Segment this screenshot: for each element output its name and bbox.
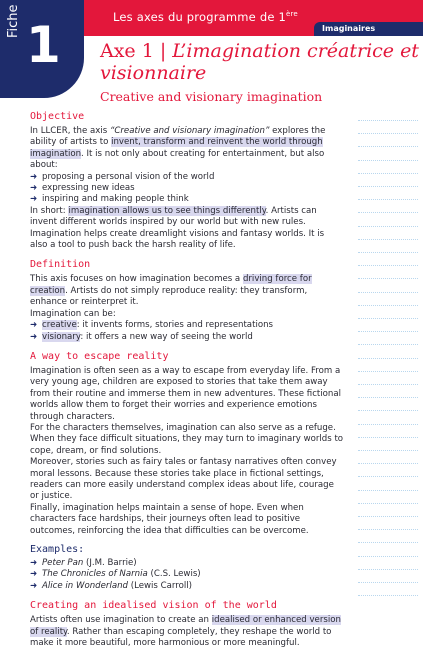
note-line [358, 569, 418, 570]
definition-heading: Definition [30, 259, 91, 271]
note-line [358, 424, 418, 425]
note-line [358, 331, 418, 332]
note-line [358, 529, 418, 530]
note-line [358, 450, 418, 451]
fiche-number: 1 [26, 16, 61, 74]
arrow-right-icon: ➜ [30, 183, 38, 194]
example-item: ➜ Peter Pan (J.M. Barrie) [30, 558, 137, 568]
note-line [358, 490, 418, 491]
note-line [358, 120, 418, 121]
note-line [358, 199, 418, 200]
note-line [358, 384, 418, 385]
note-line [358, 278, 418, 279]
note-line [358, 133, 418, 134]
page-title: Axe 1 | L’imagination créatrice et visionnaire [100, 40, 419, 84]
fiche-label: Fiche [6, 4, 21, 38]
list-item: ➜ inspiring and making people think [30, 194, 189, 205]
idealised-text: Artists often use imagination to create an idealised or enhanced version of reality. Rather than escaping completely, they reshape the world to make it more beautiful, more harmonious or more meaningful. [30, 615, 341, 649]
note-line [358, 542, 418, 543]
list-item: ➜ visionary: it offers a new way of seeing the world [30, 331, 253, 342]
note-line [358, 186, 418, 187]
objective-heading: Objective [30, 111, 85, 122]
definition-lead: Imagination can be: [30, 308, 116, 319]
example-item: ➜ The Chronicles of Narnia (C.S. Lewis) [30, 569, 201, 580]
paragraph: Finally, imagination helps maintain a sense of hope. Even when characters face hardships, their journeys often lead to positive outcomes, reinforcing the idea that difficulties can be overcome. [30, 502, 309, 536]
note-line [358, 503, 418, 504]
note-line [358, 476, 418, 477]
arrow-right-icon: ➜ [30, 320, 38, 331]
note-line [358, 397, 418, 398]
note-line [358, 239, 418, 240]
paragraph: Imagination is often seen as a way to escape from everyday life. From a very young age, children are exposed to stories that take them away from their routine and immerse them in new adventures. These fictional worlds allow them to forget their worries and experience emotions through characters. [30, 365, 342, 422]
note-line [358, 146, 418, 147]
note-line [358, 516, 418, 517]
note-line [358, 265, 418, 266]
arrow-right-icon: ➜ [30, 580, 38, 591]
definition-text: This axis focuses on how imagination becomes a driving force for creation. Artists do not simply reproduce reality: they transform, enhance or reinterpret it. [30, 274, 312, 308]
note-line [358, 160, 418, 161]
list-item: ➜ proposing a personal vision of the world [30, 171, 215, 182]
program-title: Les axes du programme de 1ère [113, 10, 298, 24]
arrow-right-icon: ➜ [30, 171, 38, 182]
idealised-heading: Creating an idealised vision of the world [30, 600, 277, 612]
escape-heading: A way to escape reality [30, 350, 169, 362]
page-subtitle: Creative and visionary imagination [100, 89, 323, 104]
note-line [358, 212, 418, 213]
note-line [358, 318, 418, 319]
arrow-right-icon: ➜ [30, 558, 38, 568]
note-line [358, 437, 418, 438]
fiche-badge [0, 0, 84, 98]
theme-tab [314, 22, 423, 36]
note-line [358, 595, 418, 596]
note-line [358, 556, 418, 557]
note-line [358, 371, 418, 372]
arrow-right-icon: ➜ [30, 569, 38, 580]
note-line [358, 292, 418, 293]
arrow-right-icon: ➜ [30, 331, 38, 342]
note-line [358, 173, 418, 174]
note-line [358, 410, 418, 411]
objective-summary: In short: imagination allows us to see things differently. Artists can invent different worlds inspired by our world but with new rules. Imagination helps create dreamlight visions and fantasy worlds. It is also a tool to push back the harsh reality of life. [30, 205, 325, 251]
example-item: ➜ Alice in Wonderland (Lewis Carroll) [30, 580, 193, 591]
paragraph: Moreover, stories such as fairy tales or fantasy narratives often convey moral lessons. Because these stories take place in fictional settings, readers can more easily understand complex ideas about life, courage or justice. [30, 457, 337, 502]
note-line [358, 305, 418, 306]
objective-intro: In LLCER, the axis “Creative and visionary imagination” explores the ability of artists to invent, transform and reinvent the world through imagination. It is not only about creating for entertainment, but also about: [30, 126, 326, 171]
note-line [358, 226, 418, 227]
note-line [358, 463, 418, 464]
content-body [30, 108, 344, 649]
note-line [358, 358, 418, 359]
paragraph: For the characters themselves, imagination can also serve as a refuge. When they face difficult situations, they may turn to imaginary worlds to cope, dream, or find solutions. [30, 422, 344, 456]
examples-heading: Examples: [30, 544, 85, 555]
note-line [358, 582, 418, 583]
note-line [358, 344, 418, 345]
note-line [358, 252, 418, 253]
theme-tab-label: Imaginaires [322, 24, 376, 33]
list-item: ➜ expressing new ideas [30, 183, 135, 194]
list-item: ➜ creative: it invents forms, stories and representations [30, 320, 274, 331]
arrow-right-icon: ➜ [30, 194, 38, 205]
